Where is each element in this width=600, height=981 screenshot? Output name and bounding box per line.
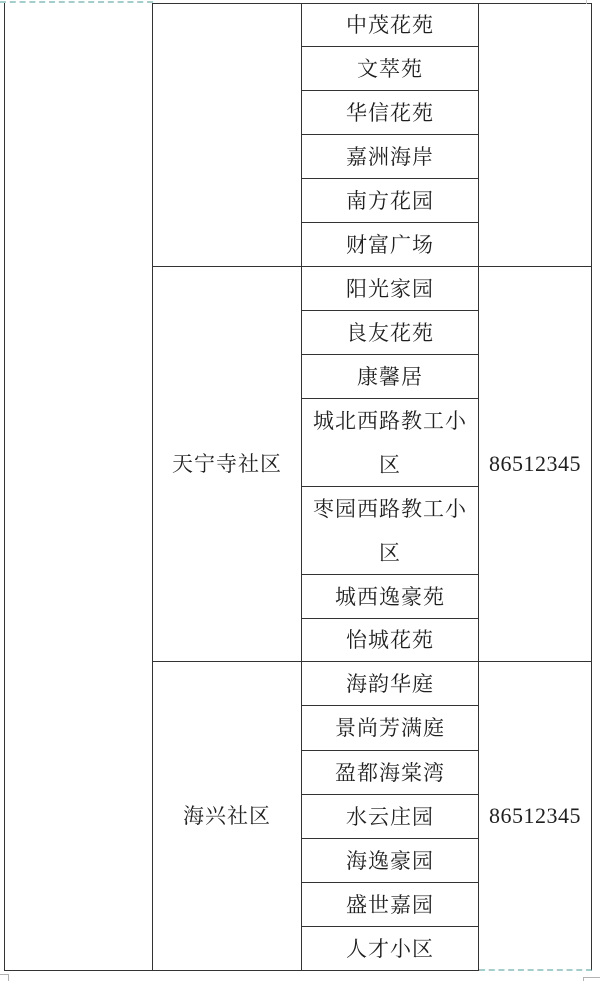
estate-cell: 南方花园 [302, 179, 479, 223]
community-cell-continued [153, 3, 302, 267]
estate-cell: 城北西路教工小区 [302, 399, 479, 487]
phone-cell-haixing: 86512345 [479, 662, 592, 971]
estate-cell: 华信花苑 [302, 91, 479, 135]
table-cell-empty-left [4, 3, 153, 971]
estate-cell: 盛世嘉园 [302, 883, 479, 927]
estate-cell: 嘉洲海岸 [302, 135, 479, 179]
phone-cell-tianningsi: 86512345 [479, 267, 592, 662]
estate-cell: 怡城花苑 [302, 619, 479, 662]
estate-cell: 康馨居 [302, 355, 479, 399]
text-boundary-corner-bottom-right [583, 977, 600, 981]
estate-cell: 良友花苑 [302, 311, 479, 355]
estate-cell: 盈都海棠湾 [302, 751, 479, 795]
community-contact-table [4, 3, 592, 971]
page-break-dash-top [0, 1, 153, 3]
estate-cell: 财富广场 [302, 223, 479, 267]
estate-cell: 阳光家园 [302, 267, 479, 311]
estate-cell: 城西逸豪苑 [302, 575, 479, 619]
estate-cell: 枣园西路教工小区 [302, 487, 479, 575]
estate-cell: 中茂花苑 [302, 3, 479, 47]
estate-cell: 海韵华庭 [302, 662, 479, 706]
estate-cell: 人才小区 [302, 927, 479, 971]
estate-cell: 景尚芳满庭 [302, 706, 479, 751]
page-boundary-tick [586, 0, 587, 4]
phone-cell-continued [479, 3, 592, 267]
community-cell-haixing: 海兴社区 [153, 662, 302, 971]
estate-cell: 文萃苑 [302, 47, 479, 91]
community-cell-tianningsi: 天宁寺社区 [153, 267, 302, 662]
estate-cell: 海逸豪园 [302, 839, 479, 883]
estate-cell: 水云庄园 [302, 795, 479, 839]
